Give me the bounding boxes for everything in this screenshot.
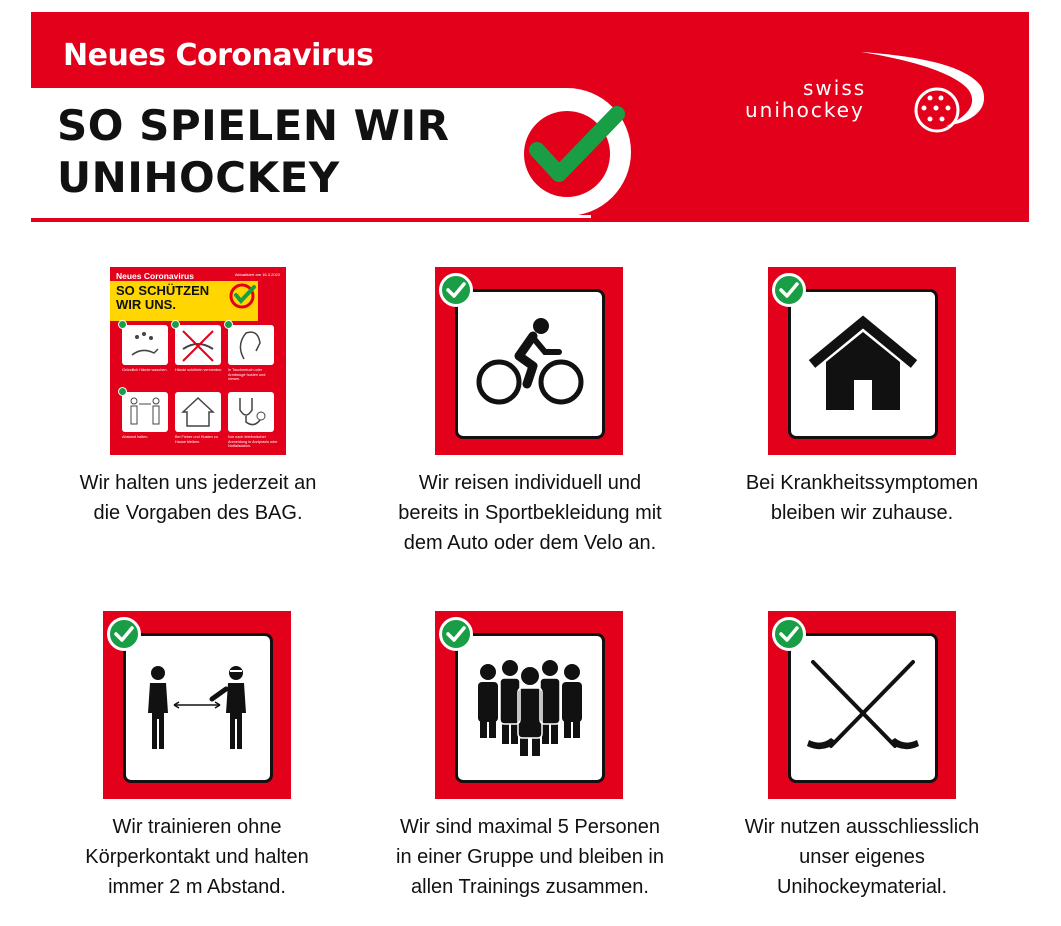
poster-headline <box>116 284 209 312</box>
rule-caption-line: Unihockeymaterial. <box>776 876 948 898</box>
poster-headline-line-2: WIR UNS. <box>116 297 176 312</box>
rule-caption-line: bereits in Sportbekleidung mit <box>398 502 662 524</box>
check-badge-icon <box>107 617 141 651</box>
poster-title: Neues Coronavirus <box>116 271 194 281</box>
poster-caption: Gründlich Hände waschen. <box>122 368 168 372</box>
icon-frame <box>455 289 605 439</box>
house-icon <box>808 314 918 414</box>
bag-poster-thumbnail <box>110 267 286 455</box>
poster-check-dot <box>118 320 127 329</box>
swiss-unihockey-logo <box>741 46 1001 146</box>
brand-swiss-text: swiss <box>803 76 867 100</box>
check-badge-icon <box>439 273 473 307</box>
rule-caption-line: unser eigenes <box>799 846 925 868</box>
rule-caption-line: die Vorgaben des BAG. <box>93 502 303 524</box>
distance-people-icon <box>138 663 258 753</box>
poster-caption: Hände schütteln vermeiden. <box>175 368 223 372</box>
stay-home-icon <box>175 392 221 432</box>
rule-caption <box>47 812 347 902</box>
check-badge-icon <box>772 617 806 651</box>
poster-checkmark-icon <box>228 281 258 311</box>
strip-underline <box>31 215 591 218</box>
check-badge-icon <box>772 273 806 307</box>
crossed-sticks-icon <box>803 658 923 758</box>
stethoscope-icon <box>228 392 274 432</box>
rule-caption <box>380 812 680 902</box>
header-banner <box>31 12 1029 222</box>
rule-caption <box>712 812 1012 902</box>
cyclist-icon <box>471 314 589 414</box>
icon-frame <box>455 633 605 783</box>
poster-check-dot <box>118 387 127 396</box>
rule-caption-line: Körperkontakt und halten <box>85 846 309 868</box>
sticks-tile <box>768 611 956 799</box>
rule-caption-line: Wir halten uns jederzeit an <box>79 472 317 494</box>
distance-tile <box>103 611 291 799</box>
rule-caption-line: Wir reisen individuell und <box>418 472 642 494</box>
banner-kicker: Neues Coronavirus <box>63 38 374 73</box>
no-handshake-icon <box>175 325 221 365</box>
cyclist-tile <box>435 267 623 455</box>
group-tile <box>435 611 623 799</box>
poster-caption: In Taschentuch oder Armbeuge husten und niesen. <box>228 368 266 381</box>
cough-icon <box>228 325 274 365</box>
rule-caption-line: immer 2 m Abstand. <box>108 876 286 898</box>
check-badge-icon <box>439 617 473 651</box>
big-checkmark-icon <box>509 94 629 212</box>
rule-caption-line: Wir trainieren ohne <box>112 816 282 838</box>
rule-caption-line: Bei Krankheitssymptomen <box>745 472 979 494</box>
rule-caption-line: in einer Gruppe und bleiben in <box>396 846 664 868</box>
group-icon <box>470 658 590 758</box>
hand-wash-icon <box>122 325 168 365</box>
icon-frame <box>123 633 273 783</box>
house-tile <box>768 267 956 455</box>
poster-check-dot <box>171 320 180 329</box>
rule-caption-line: Wir sind maximal 5 Personen <box>399 816 661 838</box>
rule-caption <box>712 468 1012 528</box>
poster-date: Aktualisiert am 16.3.2020 <box>234 272 280 277</box>
rule-caption-line: dem Auto oder dem Velo an. <box>403 532 657 554</box>
poster-headline-line-1: SO SCHÜTZEN <box>116 283 210 298</box>
rule-caption <box>380 468 680 558</box>
headline-line-2: UNIHOCKEY <box>57 153 340 202</box>
rule-caption <box>48 468 348 528</box>
rule-caption-line: allen Trainings zusammen. <box>411 876 649 898</box>
brand-unihockey-text: unihockey <box>745 98 865 122</box>
poster-check-dot <box>224 320 233 329</box>
icon-frame <box>788 633 938 783</box>
icon-frame <box>788 289 938 439</box>
distance-icon <box>122 392 168 432</box>
rule-caption-line: bleiben wir zuhause. <box>770 502 954 524</box>
poster-caption: Bei Fieber und Husten zu Hause bleiben. <box>175 435 218 444</box>
poster-caption: Nur nach telefonischer Anmeldung in Arztpraxis oder Notfallstation. <box>228 435 278 448</box>
rule-caption-line: Wir nutzen ausschliesslich <box>744 816 980 838</box>
poster-caption: Abstand halten. <box>122 435 149 439</box>
page-title <box>57 100 449 204</box>
headline-line-1: SO SPIELEN WIR <box>57 101 450 150</box>
